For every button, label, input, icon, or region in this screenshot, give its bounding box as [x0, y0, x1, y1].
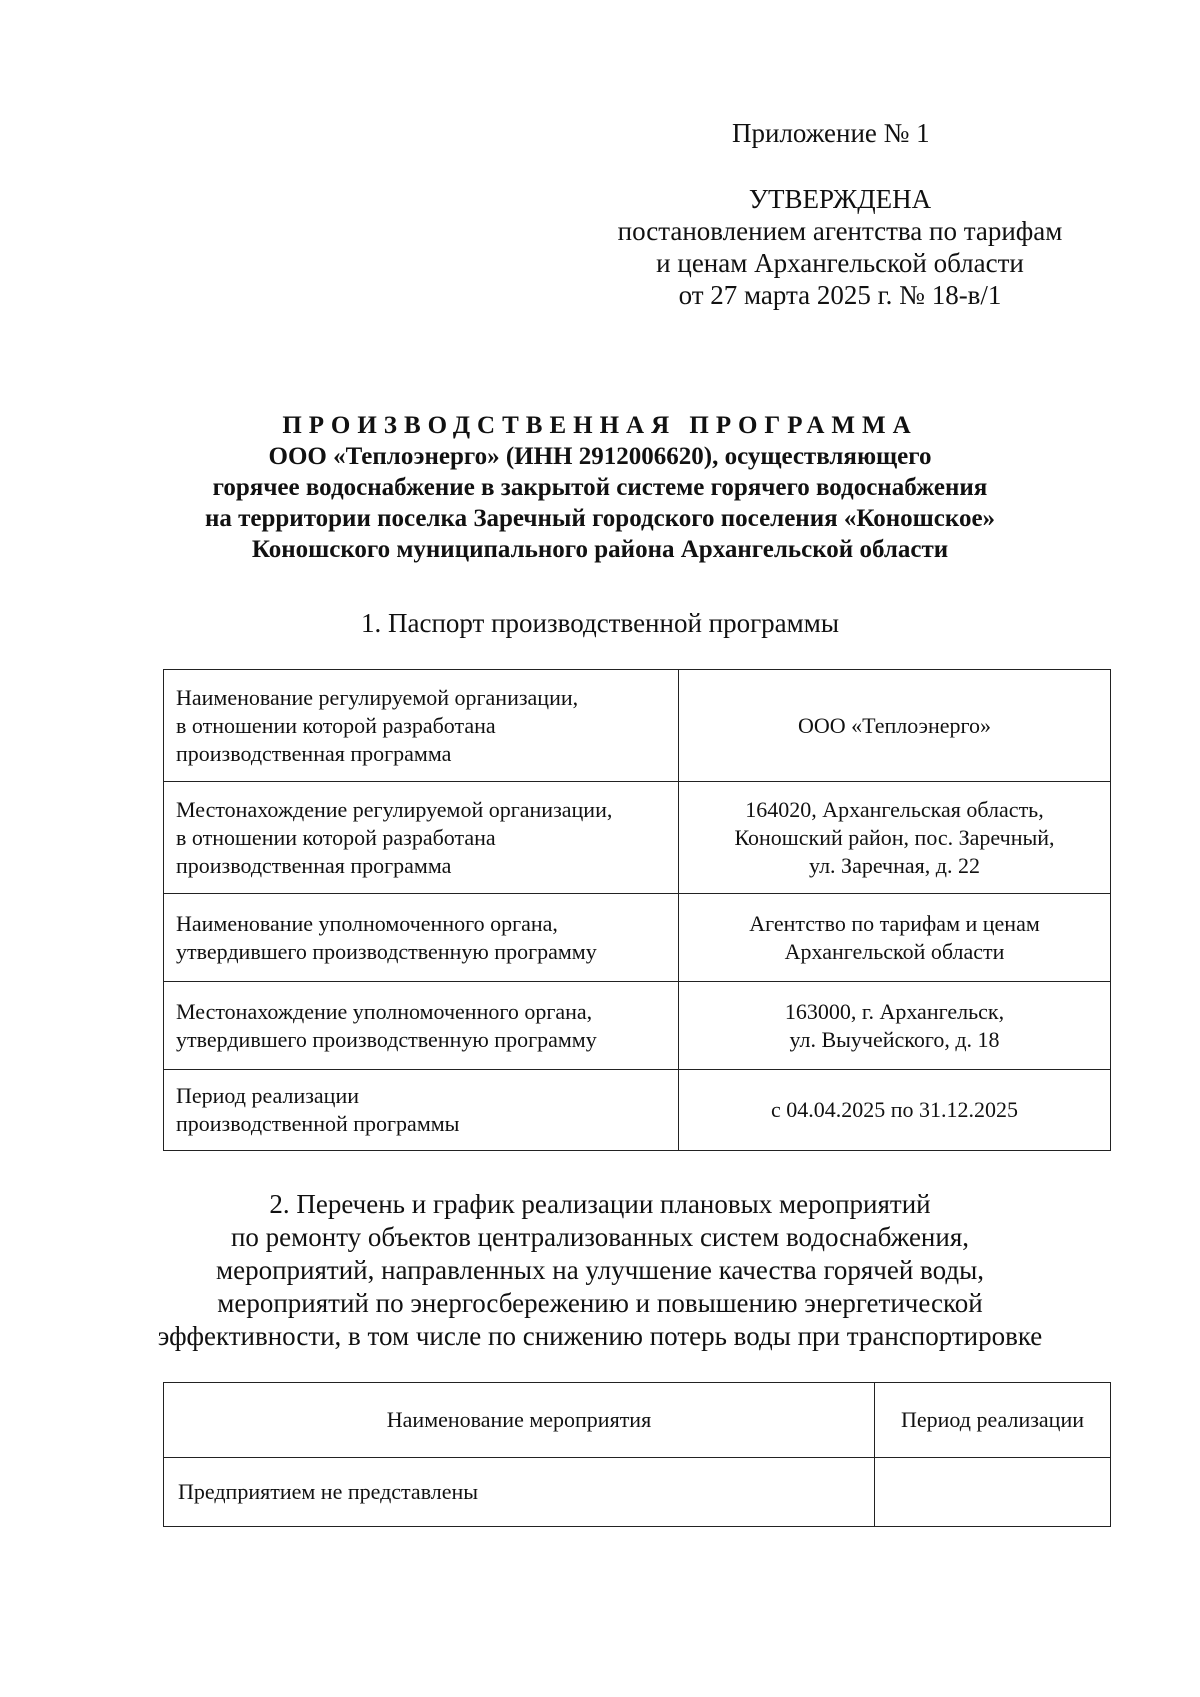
- row-label: [164, 782, 679, 894]
- cell-text: с 04.04.2025 по 31.12.2025: [770, 1097, 1019, 1122]
- cell-text: утвердившего производственную программу: [176, 938, 597, 964]
- cell-text: ул. Выучейского, д. 18: [789, 1026, 1000, 1052]
- title-line: ПРОИЗВОДСТВЕННАЯ ПРОГРАММА: [282, 412, 918, 439]
- cell-text: 164020, Архангельская область,: [745, 796, 1044, 822]
- document-title: [100, 410, 1100, 565]
- cell-text: Период реализации: [176, 1083, 360, 1108]
- row-label: [164, 670, 679, 782]
- cell-text: 163000, г. Архангельск,: [784, 998, 1005, 1024]
- cell-text: Наименование регулируемой организации,: [176, 684, 579, 710]
- cell-text: в отношении которой разработана: [176, 712, 496, 738]
- section2-heading-line: эффективности, в том числе по снижению потерь воды при транспортировке: [157, 1321, 1043, 1351]
- cell-text: Местонахождение уполномоченного органа,: [176, 998, 593, 1024]
- column-header-period: Период реализации: [875, 1383, 1111, 1458]
- appendix-label: Приложение № 1: [732, 118, 930, 148]
- section2-heading-line: мероприятий по энергосбережению и повышению энергетической: [217, 1288, 983, 1318]
- cell-text: производственной программы: [176, 1111, 460, 1136]
- measures-table: [163, 1382, 1111, 1527]
- table-row: [164, 982, 1111, 1070]
- approval-stamp: [590, 183, 1090, 311]
- cell-text: Коношский район, пос. Заречный,: [734, 824, 1055, 850]
- table-row: [164, 782, 1111, 894]
- title-line: горячее водоснабжение в закрытой системе горячего водоснабжения: [212, 474, 988, 501]
- column-header-name: Наименование мероприятия: [164, 1383, 875, 1458]
- passport-table: [163, 669, 1111, 1151]
- cell-text: Агентство по тарифам и ценам: [749, 910, 1040, 936]
- cell-text: производственная программа: [176, 852, 452, 878]
- cell-text: утвердившего производственную программу: [176, 1026, 597, 1052]
- measure-period-cell: [875, 1458, 1111, 1527]
- cell-text: Архангельской области: [784, 938, 1005, 964]
- section2-heading: [100, 1188, 1100, 1353]
- row-value: [679, 670, 1111, 782]
- table-row: [164, 1070, 1111, 1151]
- cell-text: в отношении которой разработана: [176, 824, 496, 850]
- cell-text: ул. Заречная, д. 22: [809, 852, 980, 878]
- section2-heading-line: мероприятий, направленных на улучшение качества горячей воды,: [216, 1255, 984, 1285]
- row-value: [679, 894, 1111, 982]
- cell-text: Местонахождение регулируемой организации,: [176, 796, 613, 822]
- title-line: ООО «Теплоэнерго» (ИНН 2912006620), осуществляющего: [268, 443, 932, 470]
- section2-heading-line: 2. Перечень и график реализации плановых мероприятий: [269, 1189, 931, 1219]
- section1-heading-text: 1. Паспорт производственной программы: [361, 608, 839, 638]
- section1-heading: [100, 607, 1100, 640]
- table-row: [164, 670, 1111, 782]
- row-value: [679, 1070, 1111, 1151]
- table-row: [164, 894, 1111, 982]
- table-header-row: [164, 1383, 1111, 1458]
- cell-text: ООО «Теплоэнерго»: [797, 712, 991, 738]
- approval-line: и ценам Архангельской области: [656, 248, 1024, 278]
- row-label: [164, 894, 679, 982]
- section2-heading-line: по ремонту объектов централизованных систем водоснабжения,: [230, 1222, 970, 1252]
- table-row: [164, 1458, 1111, 1527]
- approval-line: постановлением агентства по тарифам: [617, 216, 1063, 246]
- row-label: [164, 1070, 679, 1151]
- title-line: Коношского муниципального района Архангельской области: [251, 536, 949, 563]
- cell-text: Наименование уполномоченного органа,: [176, 910, 558, 936]
- row-value: [679, 982, 1111, 1070]
- title-line: на территории поселка Заречный городского поселения «Коношское»: [204, 505, 996, 532]
- approval-line: УТВЕРЖДЕНА: [748, 184, 932, 214]
- row-value: [679, 782, 1111, 894]
- approval-line: от 27 марта 2025 г. № 18-в/1: [678, 280, 1002, 310]
- measure-name-cell: Предприятием не представлены: [164, 1458, 875, 1527]
- cell-text: производственная программа: [176, 740, 452, 766]
- row-label: [164, 982, 679, 1070]
